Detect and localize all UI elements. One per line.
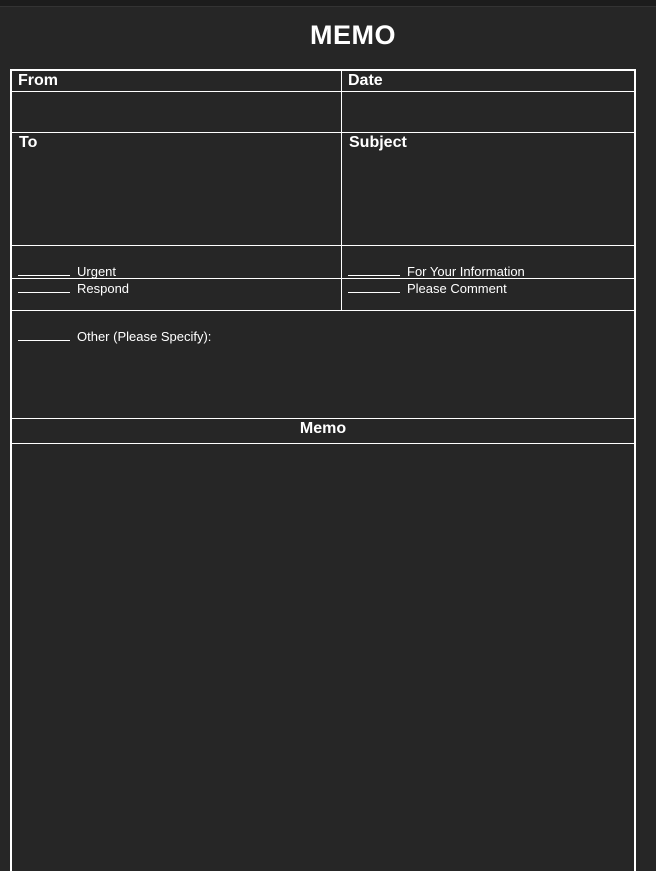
urgent-option[interactable]	[18, 263, 116, 279]
fyi-blank[interactable]	[348, 263, 400, 276]
respond-blank[interactable]	[18, 280, 70, 293]
respond-option[interactable]	[18, 280, 129, 296]
memo-body-field[interactable]	[12, 444, 634, 859]
urgent-blank[interactable]	[18, 263, 70, 276]
memo-form	[10, 69, 636, 871]
date-label: Date	[348, 72, 383, 89]
please-comment-blank[interactable]	[348, 280, 400, 293]
respond-label: Respond	[77, 281, 130, 296]
other-label: Other (Please Specify):	[77, 329, 212, 344]
to-label: To	[19, 134, 38, 151]
please-comment-option[interactable]	[348, 280, 507, 296]
other-field[interactable]	[12, 347, 634, 417]
subject-field[interactable]	[342, 153, 634, 245]
from-label: From	[18, 72, 58, 89]
row-divider	[12, 310, 634, 311]
fyi-label: For Your Information	[407, 264, 525, 279]
other-blank[interactable]	[18, 328, 70, 341]
please-comment-label: Please Comment	[407, 281, 507, 296]
row-divider	[12, 245, 634, 246]
memo-heading: Memo	[299, 420, 347, 437]
row-divider	[12, 132, 634, 133]
row-divider	[12, 418, 634, 419]
subject-label: Subject	[349, 134, 407, 151]
date-field[interactable]	[342, 92, 634, 132]
to-field[interactable]	[12, 153, 341, 245]
fyi-option[interactable]	[348, 263, 525, 279]
urgent-label: Urgent	[77, 264, 117, 279]
window-top-bar	[0, 0, 656, 7]
other-option[interactable]	[18, 328, 211, 344]
from-field[interactable]	[12, 92, 341, 132]
page-title: MEMO	[310, 20, 396, 50]
